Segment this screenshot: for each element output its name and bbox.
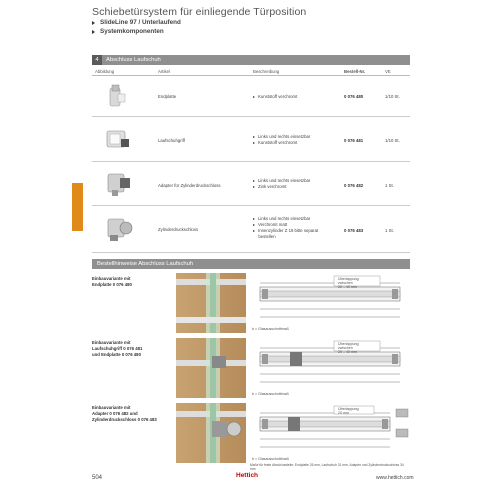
row-ve: 1 St.	[385, 228, 394, 233]
section2-title: Bestellhinweise Abschluss Laufschuh	[97, 261, 194, 267]
variant-label-line: Zylinderdruckschloss 0 076 483	[92, 417, 157, 422]
row-artikel: Adapter für Zylinderdruckschloss	[158, 183, 221, 188]
col-artikel: Artikel	[158, 69, 170, 74]
row-artikel: Zylinderdruckschloss	[158, 227, 199, 232]
brand-logo: Hettich	[236, 472, 259, 479]
table-row	[92, 206, 410, 253]
table-row	[92, 162, 410, 206]
row-bestell-nr: 0 076 480	[344, 94, 364, 99]
variant-label	[92, 276, 172, 288]
website-url: www.hettich.com	[376, 475, 414, 481]
adapter-image	[104, 168, 134, 200]
callout-line: zwischen	[338, 346, 353, 350]
description-line-cont: bestellen	[258, 234, 276, 239]
row-bestell-nr: 0 076 482	[344, 183, 364, 188]
row-bestell-nr: 0 076 483	[344, 228, 364, 233]
glass-note: b = Glasausschnittmaß	[252, 327, 289, 331]
variant-label-line: und Endplatte 0 076 480	[92, 352, 141, 357]
variant-photo	[176, 338, 246, 398]
callout-line: Überlappung	[338, 342, 359, 346]
triangle-bullet-icon	[92, 30, 95, 34]
variant-label-line: Endplatte 0 076 480	[92, 282, 132, 287]
description-line: Kunststoff verchromt	[253, 140, 310, 146]
variant-label-line: Einbauvariante mit	[92, 276, 131, 281]
variant-block	[92, 271, 410, 335]
side-tab-marker	[72, 183, 83, 231]
variant-drawing	[250, 275, 410, 331]
subtitle-product	[92, 19, 422, 28]
table-row	[92, 117, 410, 162]
callout-line: Überlappung	[338, 277, 359, 281]
section-number: 4	[92, 55, 102, 65]
variant-photo	[176, 273, 246, 333]
row-ve: 1 St.	[385, 183, 394, 188]
zylinderdruckschloss-image	[104, 213, 134, 245]
section-bar	[92, 55, 410, 65]
description-line: Links und rechts einsetzbar	[253, 134, 310, 140]
subtitle-product-text: SlideLine 97 / Unterlaufend	[100, 19, 181, 26]
callout-line: 20 mm	[338, 411, 349, 415]
variant-label-line: Laufschuhgriff 0 076 481	[92, 346, 143, 351]
page-title: Schiebetürsystem für einliegende Türposition	[92, 6, 307, 18]
footnote: Maße für feste Abschlussteile: Endplatte 26 mm, Laufschuh 31 mm, Adapter und Zylinderdruckschloss 34 mm	[250, 463, 404, 471]
variant-label-line: Einbauvariante mit	[92, 405, 131, 410]
col-bestell-nr: Bestell-Nr.	[344, 69, 366, 74]
row-description	[253, 216, 318, 240]
description-line: Links und rechts einsetzbar	[253, 178, 310, 184]
overlap-callout	[338, 407, 359, 415]
table-row	[92, 77, 410, 117]
description-line: Kunststoff verchromt	[253, 94, 297, 100]
row-artikel: Laufschuhgriff	[158, 138, 185, 143]
description-line: Zink verchromt	[253, 184, 310, 190]
col-abbildung: Abbildung	[95, 69, 115, 74]
row-ve: 1/10 St.	[385, 94, 400, 99]
variant-label	[92, 405, 172, 423]
variant-block	[92, 401, 410, 465]
row-bestell-nr: 0 076 481	[344, 138, 364, 143]
row-description	[253, 178, 310, 190]
variant-drawing	[250, 405, 410, 461]
row-artikel: Endplatte	[158, 94, 177, 99]
callout-line: Überlappung	[338, 407, 359, 411]
section-title: Abschluss Laufschuh	[106, 57, 161, 63]
description-line: Links und rechts einsetzbar	[253, 216, 318, 222]
callout-line: zwischen	[338, 281, 353, 285]
callout-line: 20 – 40 mm	[338, 350, 357, 354]
variant-photo	[176, 403, 246, 463]
row-description	[253, 134, 310, 146]
description-line: Verchromt matt	[253, 222, 318, 228]
variant-drawing	[250, 340, 410, 396]
laufschuhgriff-image	[104, 125, 132, 155]
triangle-bullet-icon	[92, 21, 95, 25]
subtitle-components-text: Systemkomponenten	[100, 27, 164, 35]
variant-block	[92, 336, 410, 400]
glass-note: b = Glasausschnittmaß	[252, 457, 289, 461]
description-line: Innenzylinder Z 19 bitte separat	[253, 228, 318, 234]
variant-label	[92, 340, 172, 358]
variant-label-line: Einbauvariante mit	[92, 340, 131, 345]
page-header	[92, 6, 422, 36]
row-ve: 1/10 St.	[385, 138, 400, 143]
col-ve: VE	[385, 69, 391, 74]
subtitle-components	[92, 28, 422, 37]
overlap-callout	[338, 342, 359, 354]
endplatte-image	[106, 82, 128, 112]
overlap-callout	[338, 277, 359, 289]
table-header	[92, 68, 410, 76]
callout-line: 20 – 40 mm	[338, 285, 357, 289]
page-number: 504	[92, 475, 103, 481]
glass-note: b = Glasausschnittmaß	[252, 392, 289, 396]
variant-label-line: Adapter 0 076 482 und	[92, 411, 138, 416]
section-bar-2	[92, 259, 410, 269]
col-beschreibung: Beschreibung	[253, 69, 280, 74]
row-description	[253, 94, 297, 100]
